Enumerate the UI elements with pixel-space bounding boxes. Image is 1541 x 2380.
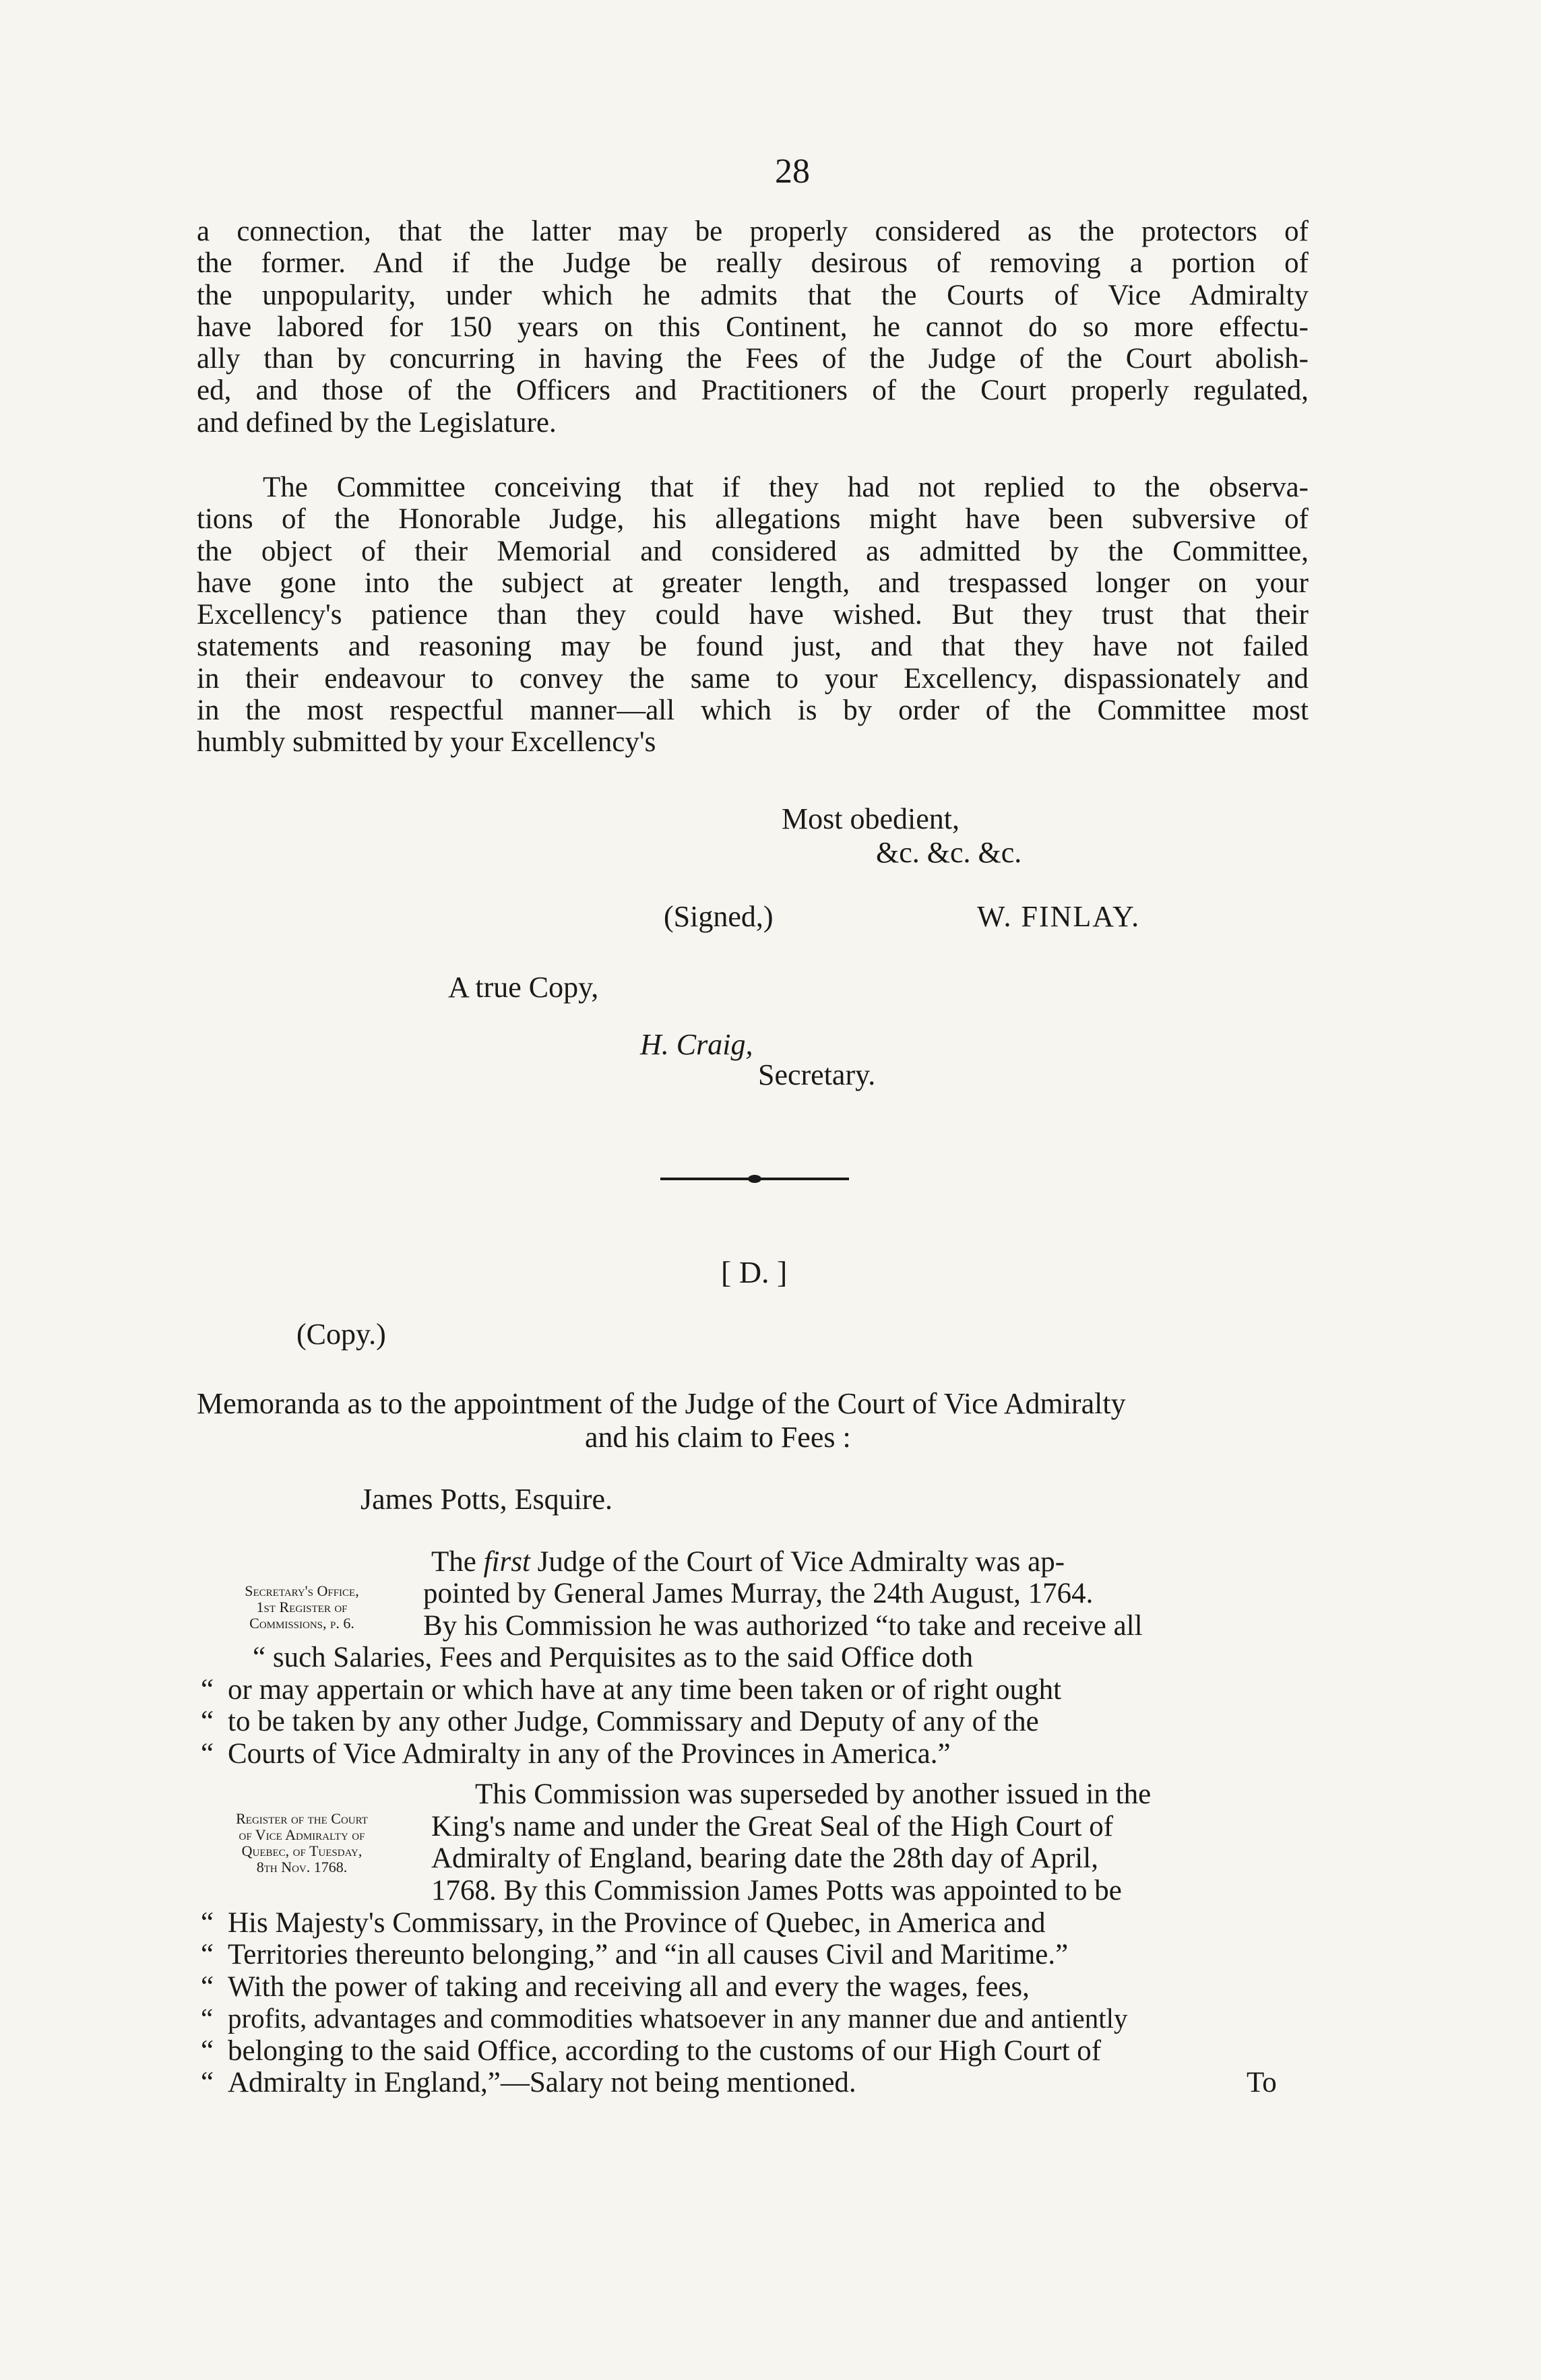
quoted-line — [201, 1971, 1030, 2003]
text-line: Admiralty of England, bearing date the 28th day of April, — [431, 1842, 1098, 1874]
memo-title-line-2: and his claim to Fees : — [585, 1421, 851, 1454]
paragraph-2 — [197, 472, 1309, 759]
text-line: to be taken by any other Judge, Commissary and Deputy of any of the — [228, 1706, 1039, 1737]
page-number: 28 — [775, 152, 810, 191]
text-line: the unpopularity, under which he admits that the Courts of Vice Admiralty — [197, 279, 1309, 311]
text-line: or may appertain or which have at any time been taken or of right ought — [228, 1674, 1062, 1706]
text-line: With the power of taking and receiving all and every the wages, fees, — [228, 1971, 1030, 2003]
text-line: Admiralty in England,”—Salary not being mentioned. — [228, 2067, 856, 2098]
text-line: a connection, that the latter may be properly considered as the protectors of — [197, 216, 1309, 247]
text-line: His Majesty's Commissary, in the Province of Quebec, in America and — [228, 1907, 1046, 1939]
catchword: To — [1247, 2067, 1277, 2098]
text-line: in their endeavour to convey the same to your Excellency, dispassionately and — [197, 662, 1309, 695]
text-line: “ such Salaries, Fees and Perquisites as to the said Office doth — [253, 1642, 974, 1673]
text-line: 1768. By this Commission James Potts was appointed to be — [431, 1875, 1122, 1906]
text-line: profits, advantages and commodities whatsoever in any manner due and antiently — [228, 2003, 1128, 2034]
quoted-line — [201, 1706, 1039, 1738]
quoted-line — [201, 1939, 1068, 1971]
addressee: James Potts, Esquire. — [360, 1483, 612, 1516]
quote-mark: “ — [201, 1939, 214, 1970]
text-line: and defined by the Legislature. — [197, 406, 557, 439]
text-line: pointed by General James Murray, the 24th August, 1764. — [423, 1578, 1094, 1609]
para3-italic-word: first — [483, 1546, 530, 1578]
text-line: King's name and under the Great Seal of the High Court of — [431, 1811, 1114, 1842]
quoted-line — [201, 1907, 1046, 1939]
quoted-line — [201, 1674, 1061, 1706]
quote-mark: “ — [201, 1706, 214, 1737]
text-line: By his Commission he was authorized “to take and receive all — [423, 1610, 1143, 1642]
quoted-line — [201, 2067, 856, 2099]
margin-note-2 — [201, 1811, 403, 1875]
quote-mark: “ — [201, 1738, 214, 1770]
margin-note-line: Register of the Court — [236, 1810, 368, 1827]
text-line: the former. And if the Judge be really desirous of removing a portion of — [197, 247, 1309, 280]
section-divider — [660, 1178, 849, 1180]
craig-signature: H. Craig, — [640, 1028, 753, 1061]
margin-note-line: Quebec, of Tuesday, — [241, 1842, 363, 1859]
paragraph-3-line-1 — [431, 1546, 1065, 1578]
text-line: Courts of Vice Admiralty in any of the Provinces in America.” — [228, 1738, 951, 1770]
text-line: belonging to the said Office, according to the customs of our High Court of — [228, 2035, 1102, 2067]
para3-line1-rest: Judge of the Court of Vice Admiralty was ap- — [537, 1546, 1065, 1578]
quote-mark: “ — [201, 2003, 214, 2034]
text-line: ed, and those of the Officers and Practitioners of the Court properly regulated, — [197, 375, 1309, 407]
section-label: [ D. ] — [721, 1255, 788, 1289]
closing-etc: &c. &c. &c. — [876, 836, 1022, 869]
quoted-line — [201, 1738, 951, 1770]
margin-note-line: Secretary's Office, — [245, 1582, 359, 1599]
quote-mark: “ — [201, 2067, 214, 2098]
quoted-line — [201, 2003, 1128, 2035]
text-line: tions of the Honorable Judge, his allegations might have been subversive of — [197, 503, 1309, 536]
text-line: have labored for 150 years on this Continent, he cannot do so more effectu- — [197, 311, 1309, 343]
quoted-line — [201, 2035, 1101, 2067]
margin-note-line: 1st Register of — [256, 1599, 348, 1615]
text-line: the object of their Memorial and considered as admitted by the Committee, — [197, 535, 1309, 567]
text-line: in the most respectful manner—all which is by order of the Committee most — [197, 695, 1309, 727]
closing-most-obedient: Most obedient, — [782, 802, 960, 835]
para3-first-word: The — [431, 1546, 476, 1578]
text-line: ally than by concurring in having the Fees of the Judge of the Court abolish- — [197, 343, 1309, 375]
text-line: humbly submitted by your Excellency's — [197, 726, 656, 759]
copy-label: (Copy.) — [296, 1318, 386, 1351]
signer-name: W. FINLAY. — [977, 900, 1141, 933]
text-line: The Committee conceiving that if they had not replied to the observa- — [263, 472, 1309, 503]
text-line: have gone into the subject at greater length, and trespassed longer on your — [197, 567, 1309, 599]
text-line: Territories thereunto belonging,” and “in all causes Civil and Maritime.” — [228, 1939, 1069, 1970]
signed-label: (Signed,) — [664, 900, 774, 933]
margin-note-1 — [201, 1583, 403, 1632]
text-line: This Commission was superseded by another issued in the — [475, 1778, 1152, 1810]
true-copy-label: A true Copy, — [448, 971, 599, 1004]
quote-mark: “ — [201, 1674, 214, 1706]
text-line: Excellency's patience than they could have wished. But they trust that their — [197, 599, 1309, 631]
memo-title-line-1: Memoranda as to the appointment of the Judge of the Court of Vice Admiralty — [197, 1387, 1126, 1420]
text-line: statements and reasoning may be found just, and that they have not failed — [197, 631, 1309, 663]
quote-mark: “ — [201, 1971, 214, 2003]
margin-note-line: of Vice Admiralty of — [239, 1826, 365, 1843]
margin-note-line: Commissions, p. 6. — [249, 1615, 354, 1632]
paragraph-1 — [197, 216, 1309, 439]
margin-note-line: 8th Nov. 1768. — [256, 1859, 348, 1875]
quote-mark: “ — [201, 1907, 214, 1939]
quote-mark: “ — [201, 2035, 214, 2067]
secretary-title: Secretary. — [758, 1058, 876, 1091]
